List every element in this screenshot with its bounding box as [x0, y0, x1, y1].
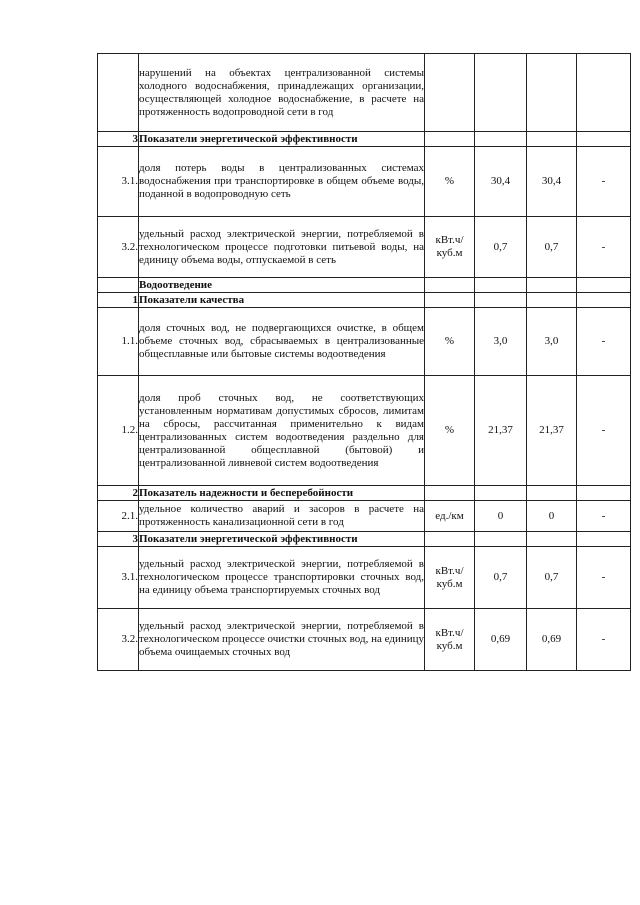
indicator-text: доля проб сточных вод, не соответствующих установленным нормативам допустимых сбросов, лимитам на сбросы, рассчитанная применительно к видам централизованных систем водоотведения раздельно для централизованной общесплавной (бытовой) и централизованной ливневой систем водоотведения: [139, 376, 425, 486]
value-cell: [577, 293, 631, 308]
indicator-text: доля сточных вод, не подвергающихся очистке, в общем объеме сточных вод, сбрасываемых в централизованные общесплавные или бытовые системы водоотведения: [139, 308, 425, 376]
value-cell: [577, 532, 631, 547]
section-heading: Водоотведение: [139, 278, 425, 293]
row-number: 3.2.: [98, 609, 139, 671]
table-row: [98, 501, 631, 532]
unit-cell: %: [425, 308, 475, 376]
value-cell: 3,0: [527, 308, 577, 376]
section-number: 3: [98, 532, 139, 547]
value-cell: [475, 132, 527, 147]
row-number: [98, 278, 139, 293]
table-row: [98, 376, 631, 486]
value-cell: [577, 132, 631, 147]
unit-cell: [425, 278, 475, 293]
row-number: 2.1.: [98, 501, 139, 532]
value-cell: [527, 532, 577, 547]
section-number: 1: [98, 293, 139, 308]
value-cell: -: [577, 609, 631, 671]
table-row: [98, 308, 631, 376]
row-number: 3.1.: [98, 147, 139, 217]
section-row: [98, 293, 631, 308]
value-cell: -: [577, 308, 631, 376]
section-row: [98, 278, 631, 293]
table-row: [98, 609, 631, 671]
value-cell: -: [577, 376, 631, 486]
value-cell: [527, 132, 577, 147]
row-number: 3.1.: [98, 547, 139, 609]
value-cell: [475, 293, 527, 308]
value-cell: -: [577, 217, 631, 278]
indicator-text: нарушений на объектах централизованной системы холодного водоснабжения, принадлежащих организации, осуществляющей холодное водоснабжение, в расчете на протяженность водопроводной сети в год: [139, 54, 425, 132]
value-cell: [527, 293, 577, 308]
value-cell: [577, 278, 631, 293]
section-row: [98, 132, 631, 147]
row-number: 3.2.: [98, 217, 139, 278]
value-cell: [577, 486, 631, 501]
value-cell: -: [577, 147, 631, 217]
value-cell: 0,7: [527, 217, 577, 278]
value-cell: 21,37: [527, 376, 577, 486]
value-cell: 0,69: [527, 609, 577, 671]
indicator-text: удельное количество аварий и засоров в расчете на протяженность канализационной сети в год: [139, 501, 425, 532]
value-cell: 30,4: [527, 147, 577, 217]
value-cell: -: [577, 547, 631, 609]
table-row: [98, 547, 631, 609]
unit-cell: [425, 132, 475, 147]
row-number: 1.2.: [98, 376, 139, 486]
value-cell: 0,7: [475, 217, 527, 278]
table-row: [98, 217, 631, 278]
indicator-text: доля потерь воды в централизованных системах водоснабжения при транспортировке в общем объеме воды, поданной в водопроводную сеть: [139, 147, 425, 217]
indicator-text: удельный расход электрической энергии, потребляемой в технологическом процессе очистки сточных вод, на единицу объема очищаемых сточных вод: [139, 609, 425, 671]
value-cell: [475, 486, 527, 501]
value-cell: [527, 54, 577, 132]
value-cell: 3,0: [475, 308, 527, 376]
table-row: [98, 54, 631, 132]
unit-cell: кВт.ч/куб.м: [425, 547, 475, 609]
unit-cell: [425, 54, 475, 132]
value-cell: [475, 532, 527, 547]
value-cell: [527, 278, 577, 293]
section-number: 2: [98, 486, 139, 501]
unit-cell: [425, 532, 475, 547]
section-row: [98, 532, 631, 547]
unit-cell: кВт.ч/куб.м: [425, 217, 475, 278]
value-cell: [577, 54, 631, 132]
value-cell: 0,7: [527, 547, 577, 609]
value-cell: 0,7: [475, 547, 527, 609]
unit-cell: %: [425, 376, 475, 486]
section-heading: Показатель надежности и бесперебойности: [139, 486, 425, 501]
unit-cell: кВт.ч/куб.м: [425, 609, 475, 671]
row-number: [98, 54, 139, 132]
value-cell: [475, 278, 527, 293]
indicators-table: [97, 53, 631, 671]
section-heading: Показатели качества: [139, 293, 425, 308]
value-cell: [527, 486, 577, 501]
value-cell: -: [577, 501, 631, 532]
value-cell: 0: [527, 501, 577, 532]
value-cell: [475, 54, 527, 132]
unit-cell: [425, 486, 475, 501]
unit-cell: %: [425, 147, 475, 217]
row-number: 1.1.: [98, 308, 139, 376]
section-heading: Показатели энергетической эффективности: [139, 132, 425, 147]
value-cell: 30,4: [475, 147, 527, 217]
unit-cell: [425, 293, 475, 308]
value-cell: 0: [475, 501, 527, 532]
section-row: [98, 486, 631, 501]
unit-cell: ед./км: [425, 501, 475, 532]
table-row: [98, 147, 631, 217]
section-heading: Показатели энергетической эффективности: [139, 532, 425, 547]
value-cell: 21,37: [475, 376, 527, 486]
indicator-text: удельный расход электрической энергии, потребляемой в технологическом процессе транспортировки сточных вод, на единицу объема транспортируемых сточных вод: [139, 547, 425, 609]
value-cell: 0,69: [475, 609, 527, 671]
section-number: 3: [98, 132, 139, 147]
indicator-text: удельный расход электрической энергии, потребляемой в технологическом процессе подготовки питьевой воды, на единицу объема воды, отпускаемой в сеть: [139, 217, 425, 278]
